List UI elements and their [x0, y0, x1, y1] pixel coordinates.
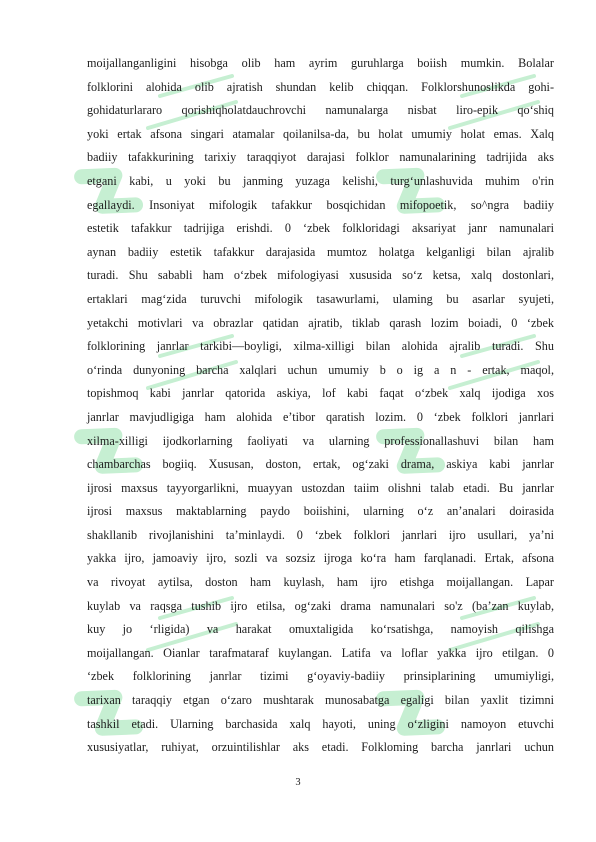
- text-line: kuylab va raqsga tushib ijro etilsa, og‘zaki drama namunalari so'z (ba’zan kuylab,: [87, 598, 554, 613]
- text-line: kuy jo ‘rligida) va harakat omuxtaligida ko‘rsatishga, namoyish qilishga: [87, 622, 554, 637]
- text-line: moijallanganligini hisobga olib ham ayrim guruhlarga boiish mumkin. Bolalar: [87, 56, 554, 70]
- text-line: ijrosi maxsus tayyorgarlikni, muayyan ustozdan taiim olishni talab etadi. Bu janrlar: [87, 480, 554, 495]
- text-line: topishmoq kabi janrlar qatorida askiya, lof kabi faqat o‘zbek xalq ijodiga xos: [87, 386, 554, 401]
- text-line: xilma-xilligi ijodkorlarning faoliyati va ularning professionallashuvi bilan ham: [87, 433, 554, 448]
- text-line: etgani kabi, u yoki bu janming yuzaga kelishi, turg‘unlashuvida muhim o'rin: [87, 173, 554, 188]
- text-line: gohidaturlararo qorishiqholatdauchrovchi namunalarga nisbat liro-epik qo‘shiq: [87, 103, 554, 118]
- text-line: janrlar mavjudligiga ham alohida e’tibor qaratish lozim. 0 ‘zbek folklori janrlari: [87, 409, 554, 424]
- text-line: moijallangan. Oianlar tarafmataraf kuylangan. Latifa va loflar yakka ijro etilgan. 0: [87, 645, 554, 660]
- text-line: folklorini alohida olib ajratish shundan kelib chiqqan. Folklorshunoslikda gohi-: [87, 79, 554, 94]
- text-line: turadi. Shu sababli ham o‘zbek mifologiyasi xususida so‘z ketsa, xalq dostonlari,: [87, 268, 554, 283]
- text-line: yetakchi motivlari va obrazlar qatidan ajratib, tiklab qarash lozim boiadi, 0 ‘zbek: [87, 315, 554, 330]
- text-line: badiiy tafakkurining tarixiy taraqqiyot darajasi folklor namunalarining tadrijida aks: [87, 150, 554, 165]
- text-line: shakllanib rivojlanishini ta’minlaydi. 0 ‘zbek folklori janrlari ijro usullari, ya’ni: [87, 527, 554, 542]
- text-line: xususiyatlar, ruhiyat, orzuintilishlar aks etadi. Folkloming barcha janrlari uchun: [87, 740, 554, 755]
- text-line: va rivoyat aytilsa, doston ham kuylash, ham ijro etishga moijallangan. Lapar: [87, 575, 554, 590]
- text-line: tarixan taraqqiy etgan o‘zaro mushtarak munosabatga egaligi bilan yaxlit tizimni: [87, 693, 554, 708]
- text-line: ertaklari mag‘zida turuvchi mifologik tasawurlami, ulaming bu asarlar syujeti,: [87, 291, 554, 306]
- text-line: chambarchas bogiiq. Xususan, doston, ertak, og‘zaki drama, askiya kabi janrlar: [87, 457, 554, 472]
- text-line: ijrosi maxsus maktablarning paydo boiishini, ularning o‘z an’analari doirasida: [87, 504, 554, 519]
- text-line: folklorining janrlar tarkibi—boyligi, xilma-xilligi bilan alohida ajralib turadi. Shu: [87, 339, 554, 354]
- page-number: 3: [295, 777, 301, 788]
- text-line: aynan badiiy estetik tafakkur darajasida mumtoz holatga kelganligi bilan ajralib: [87, 244, 554, 259]
- text-line: ‘zbek folklorining janrlar tizimi g‘oyaviy-badiiy prinsiplarining umumiyligi,: [87, 669, 554, 684]
- text-line: estetik tafakkur tadrijiga erishdi. 0 ‘zbek folkloridagi aksariyat janr namunalari: [87, 221, 554, 236]
- text-line: egallaydi. Insoniyat mifologik tafakkur bosqichidan mifopoetik, so^ngra badiiy: [87, 197, 554, 212]
- body-text: [87, 52, 554, 760]
- text-line: tashkil etadi. Ularning barchasida xalq hayoti, uning o‘zligini namoyon etuvchi: [87, 716, 554, 731]
- text-line: yoki ertak afsona singari atamalar qoilanilsa-da, bu holat umumiy holat emas. Xalq: [87, 126, 554, 141]
- text-line: yakka ijro, jamoaviy ijro, sozli va sozsiz ijroga ko‘ra ham farqlanadi. Ertak, afsona: [87, 551, 554, 566]
- text-line: o‘rinda dunyoning barcha xalqlari uchun umumiy b o ig a n - ertak, maqol,: [87, 362, 554, 377]
